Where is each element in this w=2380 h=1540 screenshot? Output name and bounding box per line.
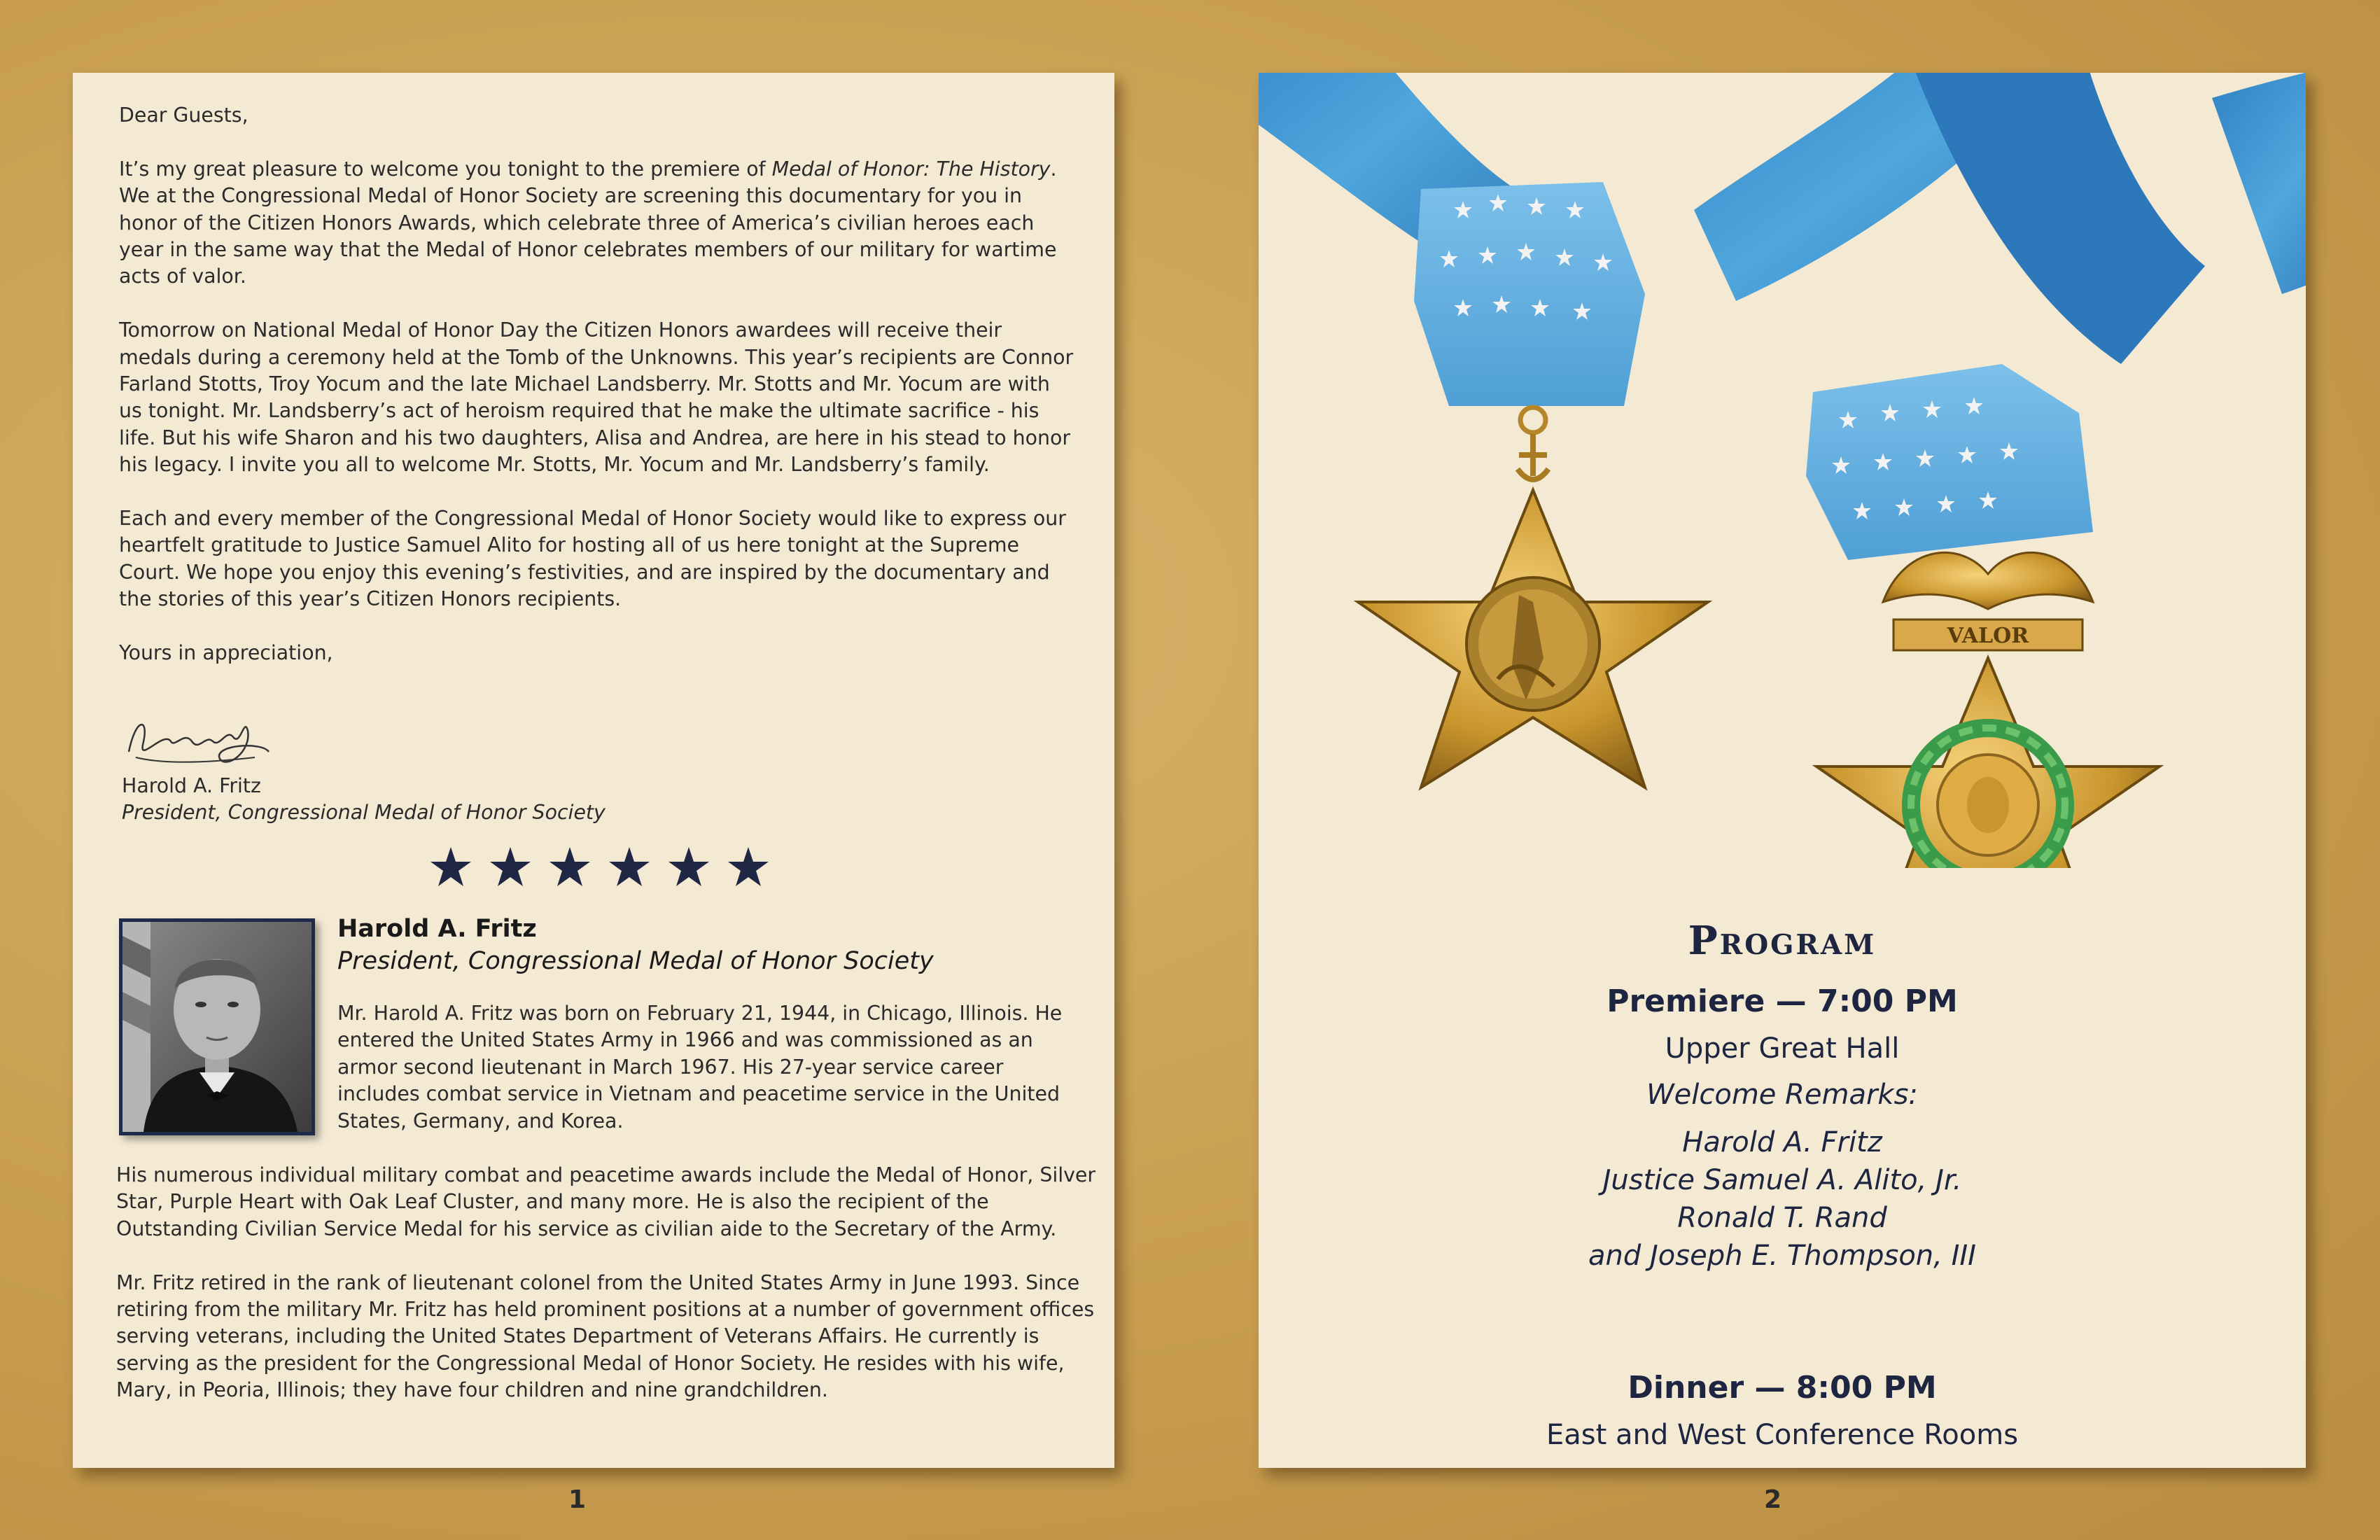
signer-name: Harold A. Fritz (122, 774, 261, 797)
star-icon (550, 847, 590, 886)
star-icon (609, 847, 650, 886)
bio-continued (116, 1162, 1096, 1431)
letter-greeting: Dear Guests, (119, 104, 248, 127)
star-icon (728, 847, 769, 886)
page-number-right: 2 (1764, 1485, 1782, 1514)
welcome-remarks-label: Welcome Remarks: (1646, 1079, 1918, 1111)
star-icon (430, 847, 471, 886)
speaker-item: Justice Samuel A. Alito, Jr. (1602, 1164, 1962, 1196)
documentary-title: Medal of Honor: The History (771, 157, 1051, 181)
page-number-left: 1 (568, 1485, 587, 1514)
ribbon-pad-left (1414, 182, 1645, 406)
bio-header (337, 913, 1093, 977)
bio-paragraph-1: Mr. Harold A. Fritz was born on February 21, 1944, in Chicago, Illinois. He entered the United States Army in 1966 and was commissioned as an armor second lieutenant in March 1967. His 27-year service career includes combat service in Vietnam and peacetime service in the United States, Germany, and Korea. (337, 1002, 1063, 1133)
valor-text: VALOR (1947, 624, 2029, 648)
medal-illustration (1259, 73, 2306, 868)
signer-title: President, Congressional Medal of Honor Society (122, 801, 606, 825)
speaker-item: Harold A. Fritz (1682, 1126, 1882, 1158)
army-medal (1816, 552, 2160, 868)
letter-paragraph-3: Each and every member of the Congressional Medal of Honor Society would like to express our heartfelt gratitude to Justice Samuel Alito for hosting all of us here tonight at the Supreme Court. We hope you enjoy this evening’s festivities, and are inspired by the documentary and the stories of this year’s Citizen Honors recipients. (119, 507, 1066, 611)
portrait-photo (119, 918, 315, 1135)
bio-paragraph-3: Mr. Fritz retired in the rank of lieutenant colonel from the United States Army in June 1993. Since retiring from the military Mr. Fritz has held prominent positions at a number of government offices serving veterans, including the United States Department of Veterans Affairs. He currently is serving as the president for the Congressional Medal of Honor Society. He resides with his wife, Mary, in Peoria, Illinois; they have four children and nine grandchildren. (116, 1270, 1095, 1402)
dinner-time: Dinner — 8:00 PM (1628, 1370, 1937, 1406)
bio-role: President, Congressional Medal of Honor Society (337, 947, 934, 975)
premiere-time: Premiere — 7:00 PM (1606, 983, 1958, 1019)
ribbon-right (2212, 73, 2306, 294)
dinner-venue: East and West Conference Rooms (1546, 1419, 2019, 1451)
star-icon (490, 847, 531, 886)
letter-p1-end: . We at the Congressional Medal of Honor Society are screening this documentary for you in honor of the Citizen Honors Awards, which celebrate three of America’s civilian heroes each year in the same way that the Medal of Honor celebrates members of our military for wartime acts of valor. (119, 157, 1057, 288)
letter-p1-start: It’s my great pleasure to welcome you tonight to the premiere of (119, 157, 772, 181)
signer-block (122, 773, 606, 827)
navy-medal (1358, 407, 1708, 788)
bio-paragraph-2: His numerous individual military combat and peacetime awards include the Medal of Honor, Silver Star, Purple Heart with Oak Leaf Cluster, and many more. He is also the recipient of the Outstanding Civilian Service Medal for his service as civilian aide to the Secretary of the Army. (116, 1163, 1096, 1240)
speaker-item: and Joseph E. Thompson, III (1588, 1240, 1976, 1272)
bio-name: Harold A. Fritz (337, 915, 537, 943)
page-left (73, 73, 1114, 1468)
ribbon-pad-right (1806, 364, 2093, 560)
speaker-list (1259, 1124, 2306, 1275)
speaker-item: Ronald T. Rand (1677, 1202, 1887, 1234)
star-icon (668, 847, 709, 886)
ribbon-right-back (1890, 73, 2205, 364)
premiere-venue: Upper Great Hall (1665, 1032, 1900, 1065)
letter-paragraph-1 (119, 156, 1078, 290)
letter-paragraph-2: Tomorrow on National Medal of Honor Day the Citizen Honors awardees will receive their medals during a ceremony held at the Tomb of the Unknowns. This year’s recipients are Connor Farland Stotts, Troy Yocum and the late Michael Landsberry. Mr. Stotts and Mr. Yocum are with us tonight. Mr. Landsberry’s act of heroism required that he make the ultimate sacrifice - his life. But his wife Sharon and his two daughters, Alisa and Andrea, are here in his stead to honor his legacy. I invite you all to welcome Mr. Stotts, Mr. Yocum and Mr. Landsberry’s family. (119, 318, 1074, 477)
welcome-letter (119, 102, 1078, 694)
program-section (1259, 846, 2306, 1455)
page-right (1259, 73, 2306, 1468)
letter-closing: Yours in appreciation, (119, 641, 333, 665)
program-title: Program (1688, 918, 1877, 964)
star-divider (423, 837, 815, 893)
